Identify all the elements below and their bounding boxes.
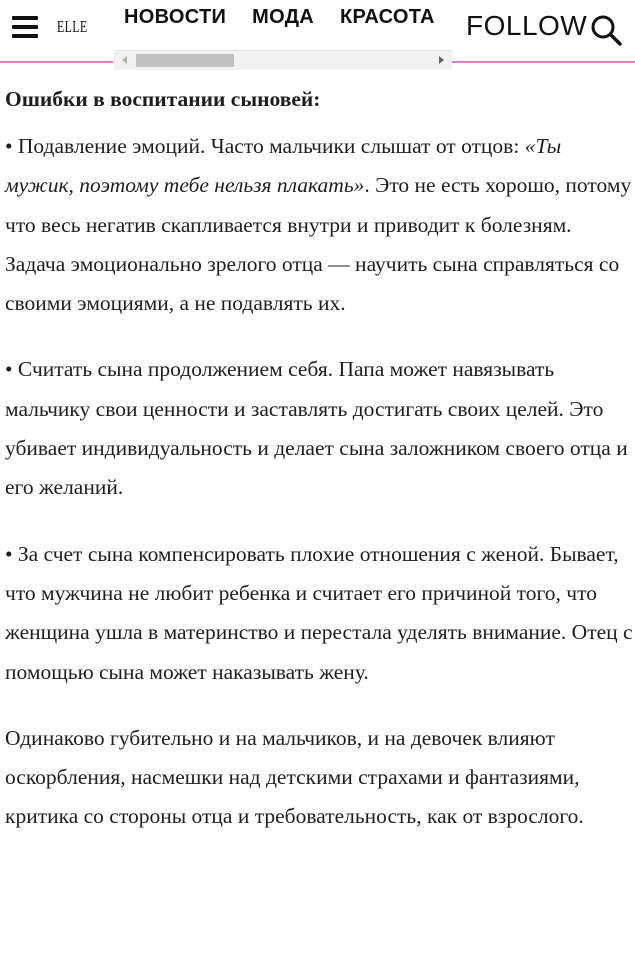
paragraph-1-text-start: • Подавление эмоций. Часто мальчики слышат от отцов: xyxy=(5,134,525,158)
header-divider-right xyxy=(452,61,635,63)
article-paragraph-2: • Считать сына продолжением себя. Папа может навязывать мальчику свои ценности и заставлять достигать своих целей. Это убивает индивидуальность и делает сына заложником своего отца и его желаний. xyxy=(5,357,628,500)
article-subhead: Ошибки в воспитании сыновей: xyxy=(5,87,321,111)
scroll-left-arrow-icon[interactable] xyxy=(122,56,127,64)
main-nav xyxy=(112,0,452,74)
nav-item-beauty[interactable]: КРАСОТА xyxy=(340,6,435,28)
article-paragraph-4: Одинаково губительно и на мальчиков, и на девочек влияют оскорбления, насмешки над детскими страхами и фантазиями, критика со стороны отца и требовательность, как от взрослого. xyxy=(5,725,584,829)
hamburger-menu-icon[interactable] xyxy=(12,16,38,38)
site-header xyxy=(0,0,635,74)
scrollbar-thumb[interactable] xyxy=(136,54,234,67)
paragraph-1-text-end: . Это не есть хорошо, потому что весь негатив скапливается внутри и приводит к болезням. Задача эмоционально зрелого отца — научить сына справляться со своими эмоциями, а не подавлять их. xyxy=(5,173,632,316)
paragraph-1-quote: «Ты мужик, поэтому тебе нельзя плакать» xyxy=(5,134,562,198)
nav-item-fashion[interactable]: МОДА xyxy=(252,6,314,28)
header-divider-left xyxy=(0,61,113,63)
scroll-right-arrow-icon[interactable] xyxy=(439,56,444,64)
article-paragraph-3: • За счет сына компенсировать плохие отношения с женой. Бывает, что мужчина не любит ребенка и считает его причиной того, что женщина ушла в материнство и перестала уделять внимание. Отец с помощью сына может наказывать жену. xyxy=(5,541,633,684)
nav-item-news[interactable]: НОВОСТИ xyxy=(124,6,227,28)
follow-button[interactable]: FOLLOW xyxy=(466,10,588,41)
search-icon[interactable] xyxy=(590,14,622,46)
article-body xyxy=(5,80,633,864)
article-paragraph-1 xyxy=(5,127,633,323)
nav-scrollbar[interactable] xyxy=(114,50,452,70)
site-logo[interactable]: ELLE xyxy=(57,17,88,36)
